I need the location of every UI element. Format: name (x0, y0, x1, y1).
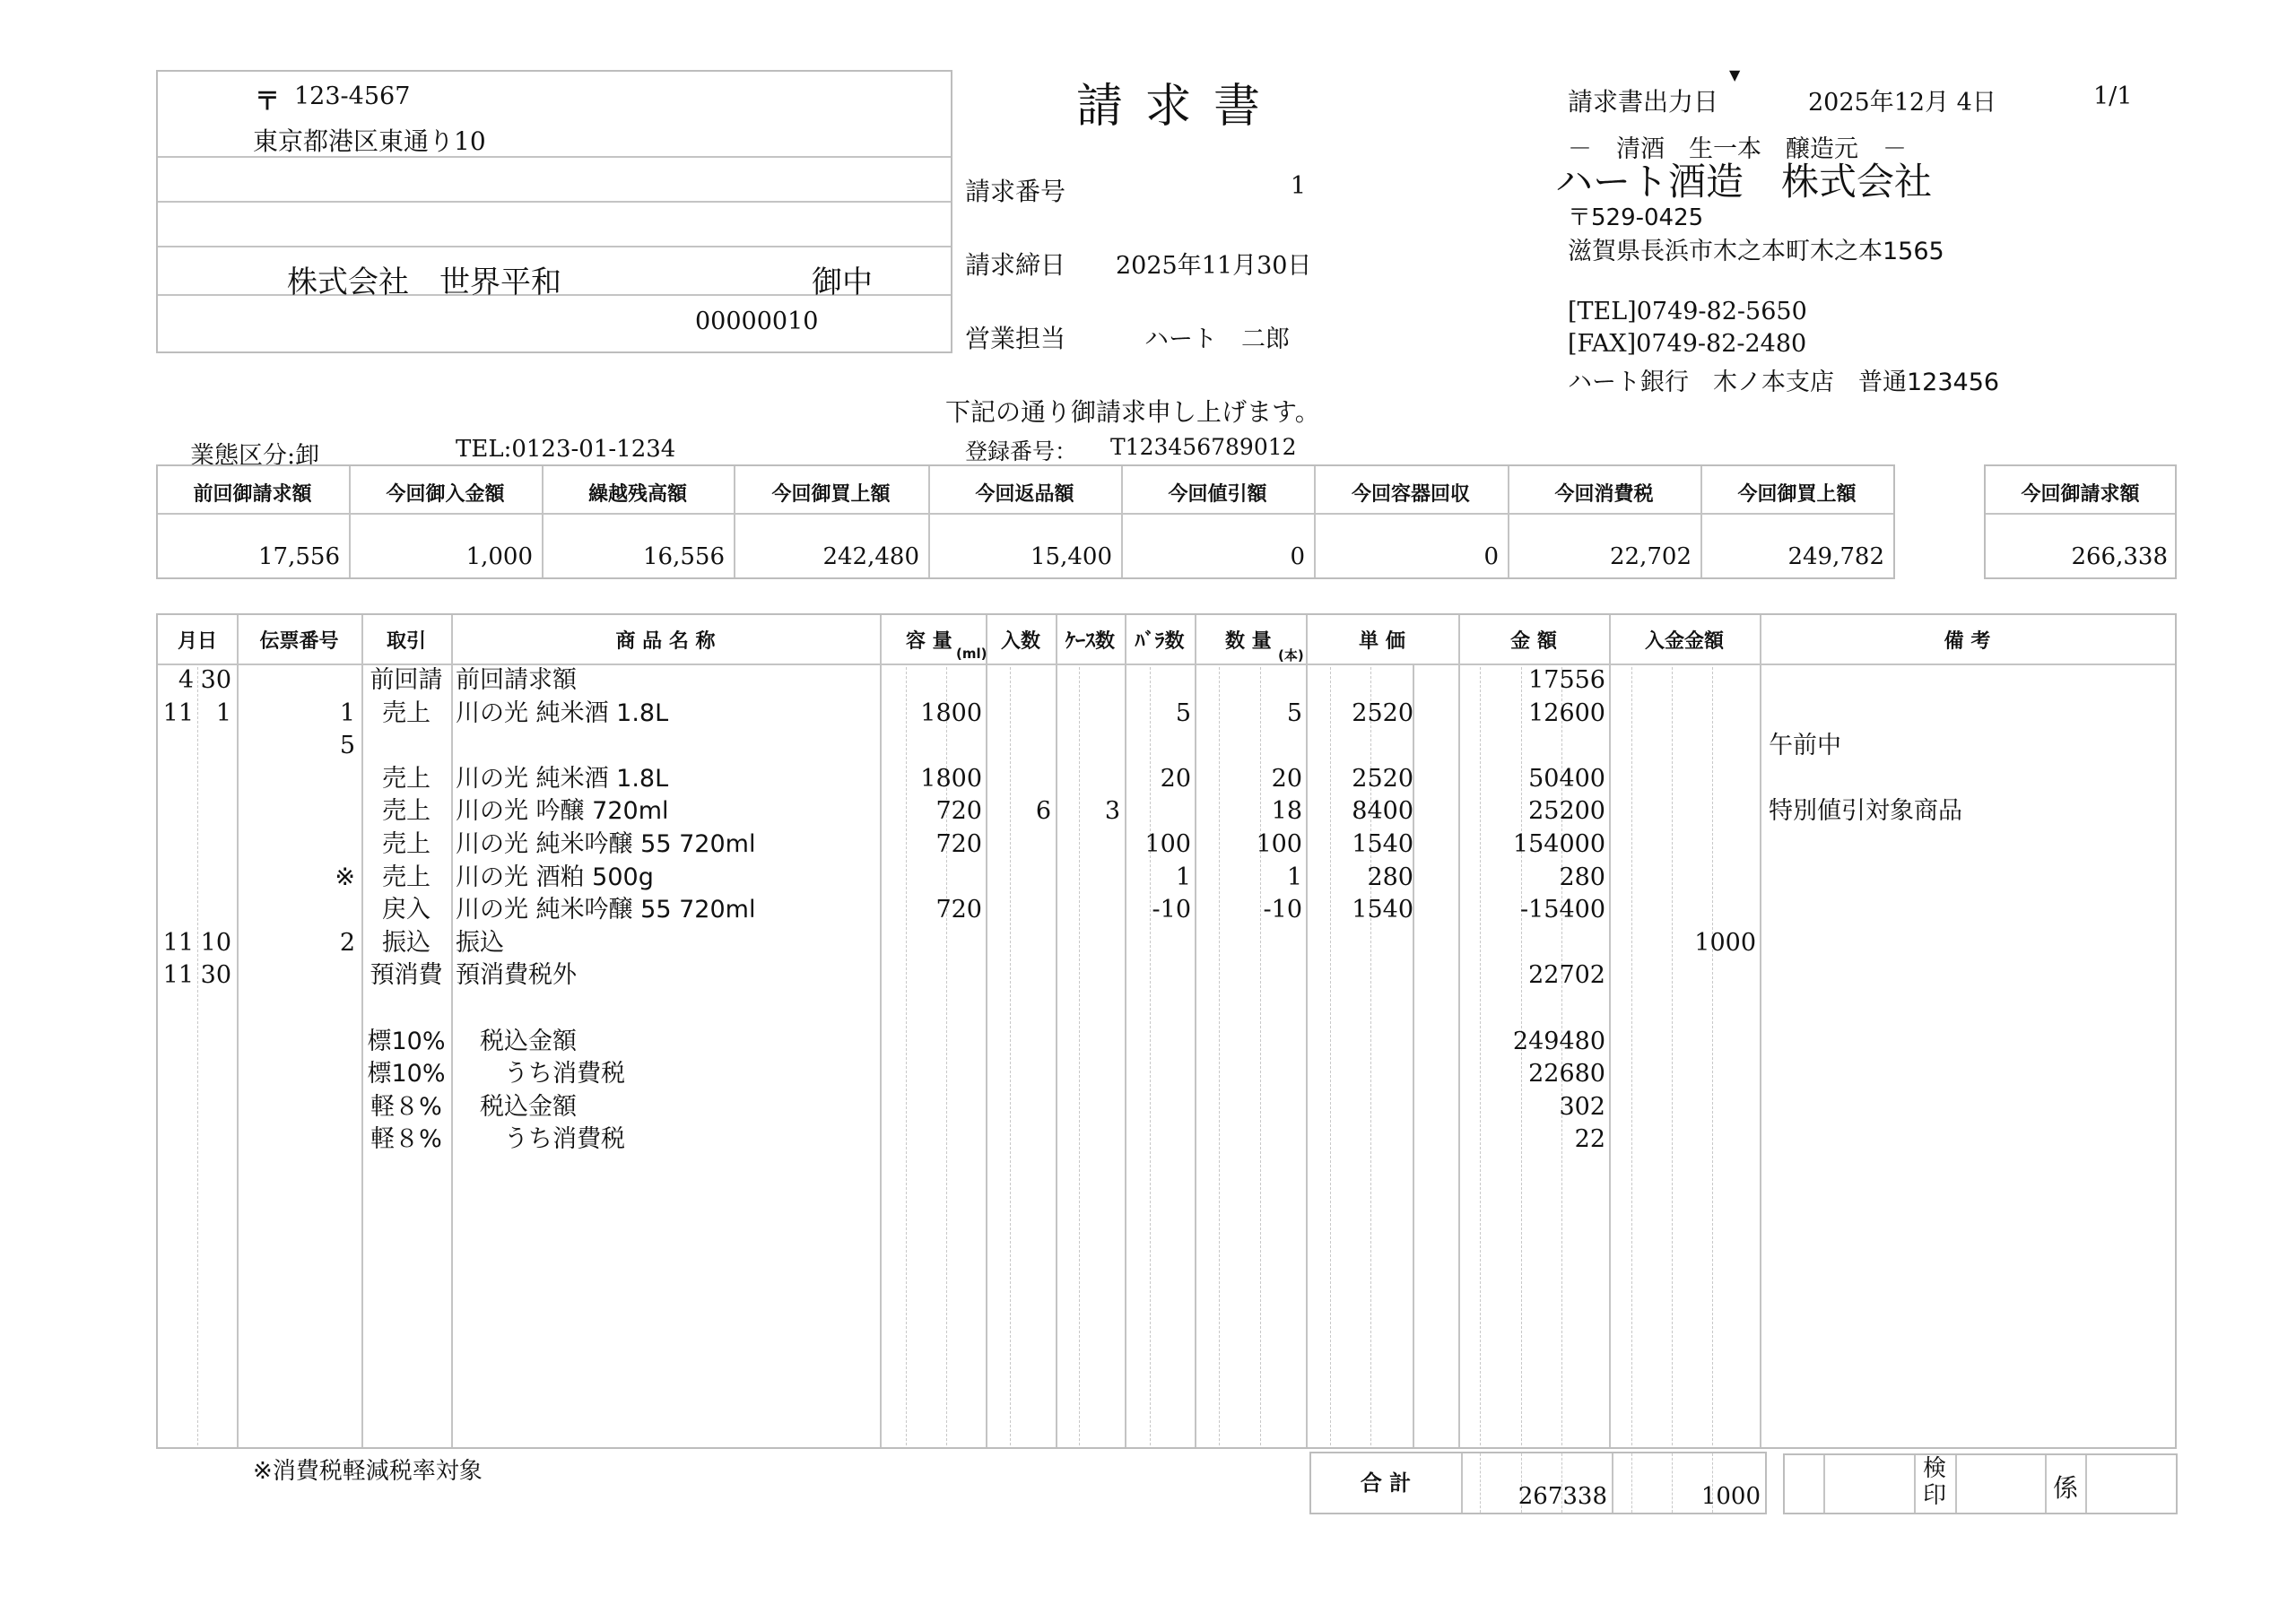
row-quantity: 20 (1271, 764, 1302, 793)
row-product-name: 預消費税外 (456, 961, 577, 990)
customer-code: 00000010 (695, 308, 819, 335)
table-row (156, 1123, 2177, 1157)
address-divider (158, 201, 951, 203)
row-cases: 3 (1104, 797, 1120, 826)
total-amount: 267338 (1518, 1483, 1607, 1510)
row-day: 1 (215, 698, 231, 727)
business-type: 業態区分:卸 (190, 442, 320, 470)
table-row (156, 993, 2177, 1026)
table-row (156, 959, 2177, 993)
header-amount: 金 額 (1510, 630, 1557, 653)
table-row (156, 1058, 2177, 1091)
table-row (156, 1091, 2177, 1124)
row-volume: 1800 (920, 698, 982, 727)
customer-name: 株式会社 世界平和 (287, 265, 561, 300)
row-product-name: うち消費税 (456, 1125, 625, 1154)
summary-value: 0 (1483, 543, 1499, 570)
row-trade: 軽８% (370, 1092, 442, 1121)
row-remarks: 午前中 (1769, 732, 1841, 760)
row-amount: 22680 (1528, 1060, 1605, 1089)
row-trade: 戻入 (382, 896, 430, 924)
invoice-message: 下記の通り御請求申し上げます。 (945, 397, 1320, 427)
issuer-tagline: － 清酒 生一本 醸造元 － (1568, 135, 1907, 163)
header-per-case: 入数 (1000, 630, 1040, 653)
header-product-name: 商 品 名 称 (615, 630, 716, 653)
row-product-name: うち消費税 (456, 1060, 625, 1089)
row-unit-price: 1540 (1352, 830, 1413, 858)
page-number: 1/1 (2093, 82, 2133, 110)
issuer-tel: [TEL]0749-82-5650 (1568, 298, 1807, 325)
row-product-name: 川の光 酒粕 500g (456, 863, 654, 891)
total-label: 合 計 (1360, 1470, 1412, 1496)
row-day: 10 (200, 928, 231, 957)
header-cases: ｹｰｽ数 (1065, 630, 1115, 653)
row-trade: 売上 (382, 830, 430, 858)
row-trade: 売上 (382, 797, 430, 826)
row-product-name: 川の光 吟醸 720ml (456, 797, 669, 826)
row-slip-number: 5 (339, 732, 355, 760)
row-day: 30 (200, 961, 231, 990)
row-volume: 720 (935, 896, 982, 924)
row-slip-number: 1 (339, 698, 355, 727)
header-unit-price: 単 価 (1359, 630, 1405, 653)
row-product-name: 前回請求額 (456, 666, 577, 694)
table-row (156, 862, 2177, 895)
table-row (156, 894, 2177, 927)
row-loose: -10 (1152, 896, 1191, 924)
total-payment: 1000 (1700, 1483, 1761, 1510)
row-month: 4 (178, 666, 194, 694)
row-product-name: 川の光 純米吟醸 55 720ml (456, 896, 756, 924)
row-payment: 1000 (1694, 928, 1756, 957)
row-slip-number: ※ (335, 863, 355, 891)
row-trade: 売上 (382, 764, 430, 793)
row-loose: 100 (1144, 830, 1191, 858)
row-trade: 振込 (382, 928, 430, 957)
row-amount: 25200 (1528, 797, 1605, 826)
closing-date-label: 請求締日 (965, 250, 1066, 280)
row-month: 11 (162, 961, 194, 990)
table-row (156, 1026, 2177, 1059)
sales-rep-label: 営業担当 (965, 324, 1066, 353)
row-quantity: 100 (1256, 830, 1302, 858)
row-amount: 154000 (1512, 830, 1605, 858)
output-date-label: 請求書出力日 (1568, 87, 1719, 117)
registration-label: 登録番号： (965, 438, 1078, 464)
row-unit-price: 280 (1367, 863, 1413, 891)
stamp-divider (1955, 1455, 1957, 1513)
header-date: 月日 (177, 630, 217, 653)
row-trade: 売上 (382, 698, 430, 727)
row-quantity: 18 (1271, 797, 1302, 826)
summary-value: 16,556 (643, 543, 725, 570)
row-product-name: 振込 (456, 928, 504, 957)
table-row (156, 730, 2177, 763)
summary-value: 15,400 (1031, 543, 1112, 570)
row-amount: 12600 (1528, 698, 1605, 727)
header-quantity-unit: (本) (1278, 647, 1304, 664)
header-volume-unit: (ml) (956, 646, 987, 662)
issuer-bank: ハート銀行 木ノ本支店 普通123456 (1568, 369, 2000, 396)
table-row (156, 698, 2177, 731)
header-volume: 容 量 (906, 630, 952, 653)
row-trade: 前回請 (370, 666, 443, 694)
stamp-divider (1823, 1455, 1825, 1513)
summary-value: 17,556 (258, 543, 340, 570)
row-month: 11 (162, 698, 194, 727)
summary-value: 242,480 (822, 543, 919, 570)
billing-total-value: 266,338 (2071, 543, 2168, 570)
row-month: 11 (162, 928, 194, 957)
table-row (156, 763, 2177, 796)
row-unit-price: 2520 (1352, 698, 1413, 727)
row-quantity: 5 (1286, 698, 1302, 727)
issuer-address: 滋賀県長浜市木之本町木之本1565 (1568, 238, 1944, 265)
row-day: 30 (200, 666, 231, 694)
row-unit-price: 1540 (1352, 896, 1413, 924)
row-volume: 720 (935, 830, 982, 858)
invoice-number-label: 請求番号 (965, 177, 1066, 206)
row-trade: 売上 (382, 863, 430, 891)
row-product-name: 川の光 純米酒 1.8L (456, 764, 669, 793)
stamp-divider (2085, 1455, 2087, 1513)
summary-value: 1,000 (465, 543, 533, 570)
closing-date: 2025年11月30日 (1116, 252, 1312, 280)
row-remarks: 特別値引対象商品 (1769, 797, 1962, 826)
approval-stamp-box (1783, 1453, 2178, 1514)
table-row (156, 828, 2177, 862)
summary-header: 前回御請求額 (193, 483, 312, 506)
summary-header: 今回御買上額 (1737, 483, 1857, 506)
row-unit-price: 2520 (1352, 764, 1413, 793)
summary-header: 今回値引額 (1168, 483, 1267, 506)
issuer-postal: 〒529-0425 (1568, 204, 1704, 231)
row-amount: 280 (1559, 863, 1605, 891)
table-row (156, 927, 2177, 960)
stamp-label: 検印 (1922, 1455, 1946, 1509)
customer-address: 東京都港区東通り10 (253, 126, 486, 156)
row-loose: 1 (1175, 863, 1191, 891)
invoice-number: 1 (1290, 172, 1306, 200)
table-row (156, 664, 2177, 698)
row-amount: 22 (1574, 1125, 1605, 1154)
row-volume: 1800 (920, 764, 982, 793)
summary-header: 今回容器回収 (1351, 483, 1470, 506)
customer-honorific: 御中 (812, 265, 873, 300)
header-remarks: 備 考 (1944, 630, 1991, 653)
sales-rep: ハート 二郎 (1144, 325, 1290, 353)
page-title: 請 求 書 (1076, 80, 1265, 134)
customer-postal-code: 123-4567 (294, 82, 411, 110)
summary-header: 繰越残高額 (587, 483, 687, 506)
row-amount: -15400 (1519, 896, 1605, 924)
row-trade: 標10% (367, 1060, 446, 1089)
table-row (156, 795, 2177, 828)
reduced-tax-note: ※消費税軽減税率対象 (253, 1458, 483, 1485)
row-trade: 標10% (367, 1027, 446, 1055)
row-quantity: 1 (1286, 863, 1302, 891)
row-amount: 249480 (1512, 1027, 1605, 1055)
header-slip-number: 伝票番号 (259, 630, 339, 653)
row-amount: 22702 (1528, 961, 1605, 990)
row-product-name: 川の光 純米酒 1.8L (456, 698, 669, 727)
row-amount: 17556 (1528, 666, 1605, 694)
header-trade: 取引 (386, 630, 426, 653)
summary-value: 249,782 (1787, 543, 1884, 570)
row-amount: 50400 (1528, 764, 1605, 793)
summary-header: 今回御入金額 (386, 483, 505, 506)
row-loose: 20 (1160, 764, 1191, 793)
address-divider (158, 246, 951, 247)
row-product-name: 税込金額 (456, 1092, 577, 1121)
summary-divider (158, 513, 1893, 515)
marker-icon: ▼ (1729, 66, 1741, 83)
row-trade: 軽８% (370, 1125, 442, 1154)
output-date: 2025年12月 4日 (1808, 89, 1996, 117)
row-trade: 預消費 (370, 961, 443, 990)
registration-number: T123456789012 (1110, 434, 1297, 460)
row-quantity: -10 (1263, 896, 1302, 924)
header-quantity: 数 量 (1225, 630, 1272, 653)
postal-mark: 〒 (255, 86, 281, 116)
header-loose: ﾊﾞﾗ数 (1135, 630, 1185, 653)
issuer-company: ハート酒造 株式会社 (1555, 160, 1933, 204)
customer-tel: TEL:0123-01-1234 (456, 436, 676, 463)
summary-value: 22,702 (1610, 543, 1692, 570)
summary-header: 今回消費税 (1554, 483, 1654, 506)
summary-header: 今回返品額 (975, 483, 1074, 506)
billing-total-header: 今回御請求額 (2021, 483, 2140, 506)
row-unit-price: 8400 (1352, 797, 1413, 826)
row-loose: 5 (1175, 698, 1191, 727)
summary-value: 0 (1290, 543, 1305, 570)
row-product-name: 川の光 純米吟醸 55 720ml (456, 830, 756, 858)
row-amount: 302 (1559, 1092, 1605, 1121)
summary-header: 今回御買上額 (771, 483, 891, 506)
row-product-name: 税込金額 (456, 1027, 577, 1055)
summary-divider (1986, 513, 2175, 515)
row-volume: 720 (935, 797, 982, 826)
row-per-case: 6 (1035, 797, 1051, 826)
issuer-fax: [FAX]0749-82-2480 (1568, 330, 1807, 358)
row-slip-number: 2 (339, 928, 355, 957)
clerk-label: 係 (2052, 1473, 2078, 1503)
header-payment: 入金金額 (1644, 630, 1724, 653)
